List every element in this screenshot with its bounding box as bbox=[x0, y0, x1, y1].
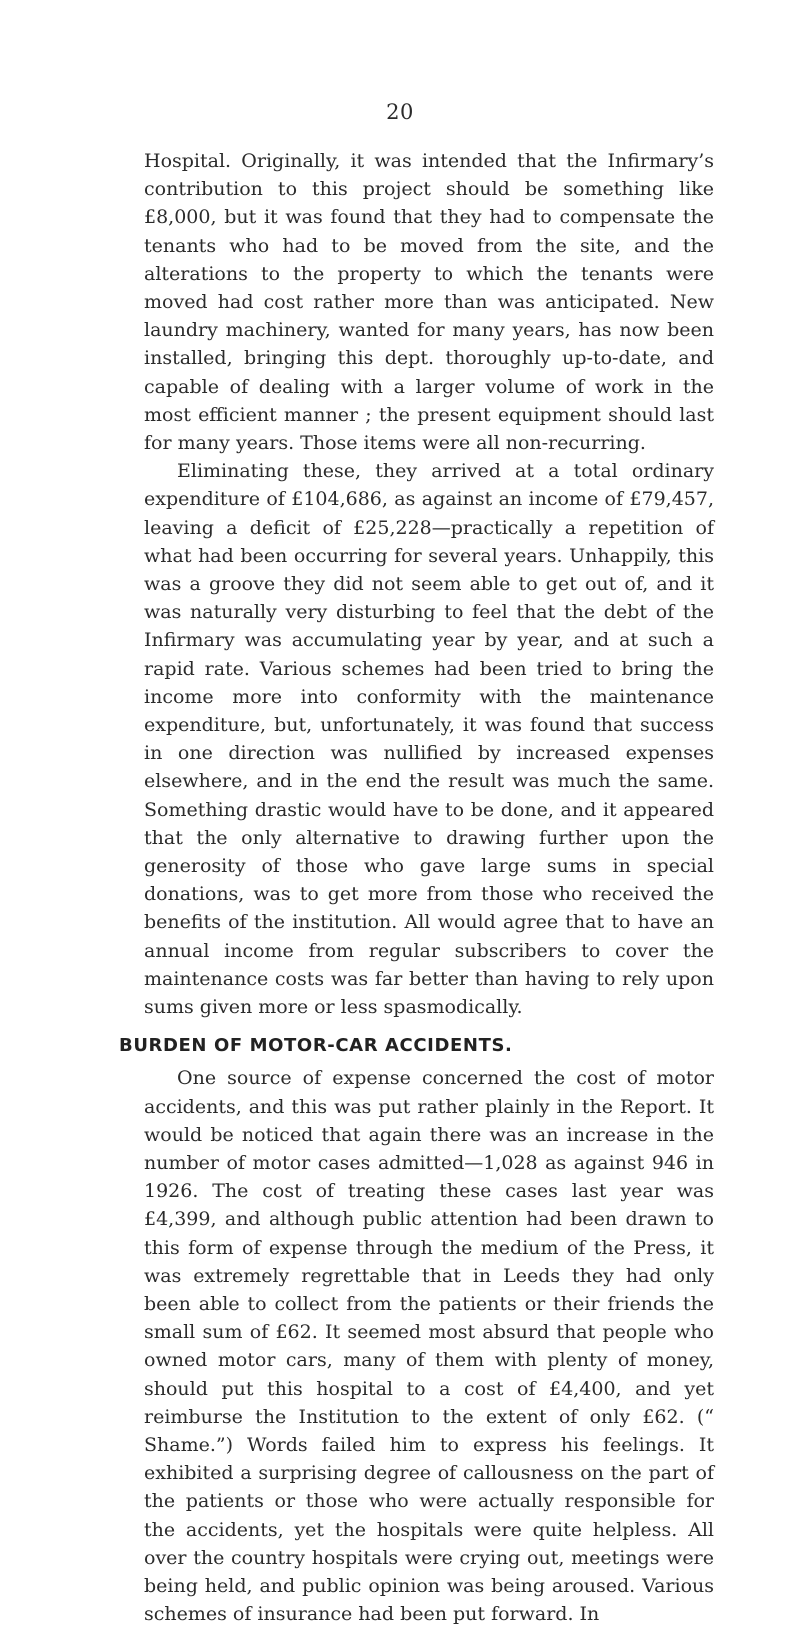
paragraph-continued: Hospital. Originally, it was intended that the Infirmary’s contribution to this project should be something like £8,000, but it was found that they had to compensate the tenants who had to be moved from the site, and the alterations to the property to which the tenants were moved had cost rather more than was anticipated. New laundry machinery, wanted for many years, has now been installed, bringing this dept. thoroughly up-to-date, and capable of dealing with a larger volume of work in the most efficient manner ; the present equipment should last for many years. Those items were all non-recurring. bbox=[144, 150, 714, 455]
page-number: 20 bbox=[386, 100, 414, 124]
page-body bbox=[119, 147, 714, 1628]
paragraph-motor-accidents: One source of expense concerned the cost of motor accidents, and this was put rather plainly in the Report. It would be noticed that again there was an increase in the number of motor cases admitted—1,028 as against 946 in 1926. The cost of treating these cases last year was £4,399, and although public attention had been drawn to this form of expense through the medium of the Press, it was extremely regrettable that in Leeds they had only been able to collect from the patients or their friends the small sum of £62. It seemed most absurd that people who owned motor cars, many of them with plenty of money, should put this hospital to a cost of £4,400, and yet reimburse the Institution to the extent of only £62. (“ Shame.”) Words failed him to express his feelings. It exhibited a surprising degree of callousness on the part of the patients or those who were actually responsible for the accidents, yet the hospitals were quite helpless. All over the country hospitals were crying out, meetings were being held, and public opinion was being aroused. Various schemes of insurance had been put forward. In bbox=[144, 1067, 714, 1626]
section-heading: BURDEN OF MOTOR-CAR ACCIDENTS. bbox=[119, 1035, 513, 1057]
paragraph-deficit: Eliminating these, they arrived at a total ordinary expenditure of £104,686, as against an income of £79,457, leaving a deficit of £25,228—practically a repetition of what had been occurring for several years. Unhappily, this was a groove they did not seem able to get out of, and it was naturally very disturbing to feel that the debt of the Infirmary was accumulating year by year, and at such a rapid rate. Various schemes had been tried to bring the income more into conformity with the maintenance expenditure, but, unfortunately, it was found that success in one direction was nullified by increased expenses elsewhere, and in the end the result was much the same. Something drastic would have to be done, and it appeared that the only alternative to drawing further upon the generosity of those who gave large sums in special donations, was to get more from those who received the benefits of the institution. All would agree that to have an annual income from regular subscribers to cover the maintenance costs was far better than having to rely upon sums given more or less spasmodically. bbox=[144, 460, 714, 1019]
